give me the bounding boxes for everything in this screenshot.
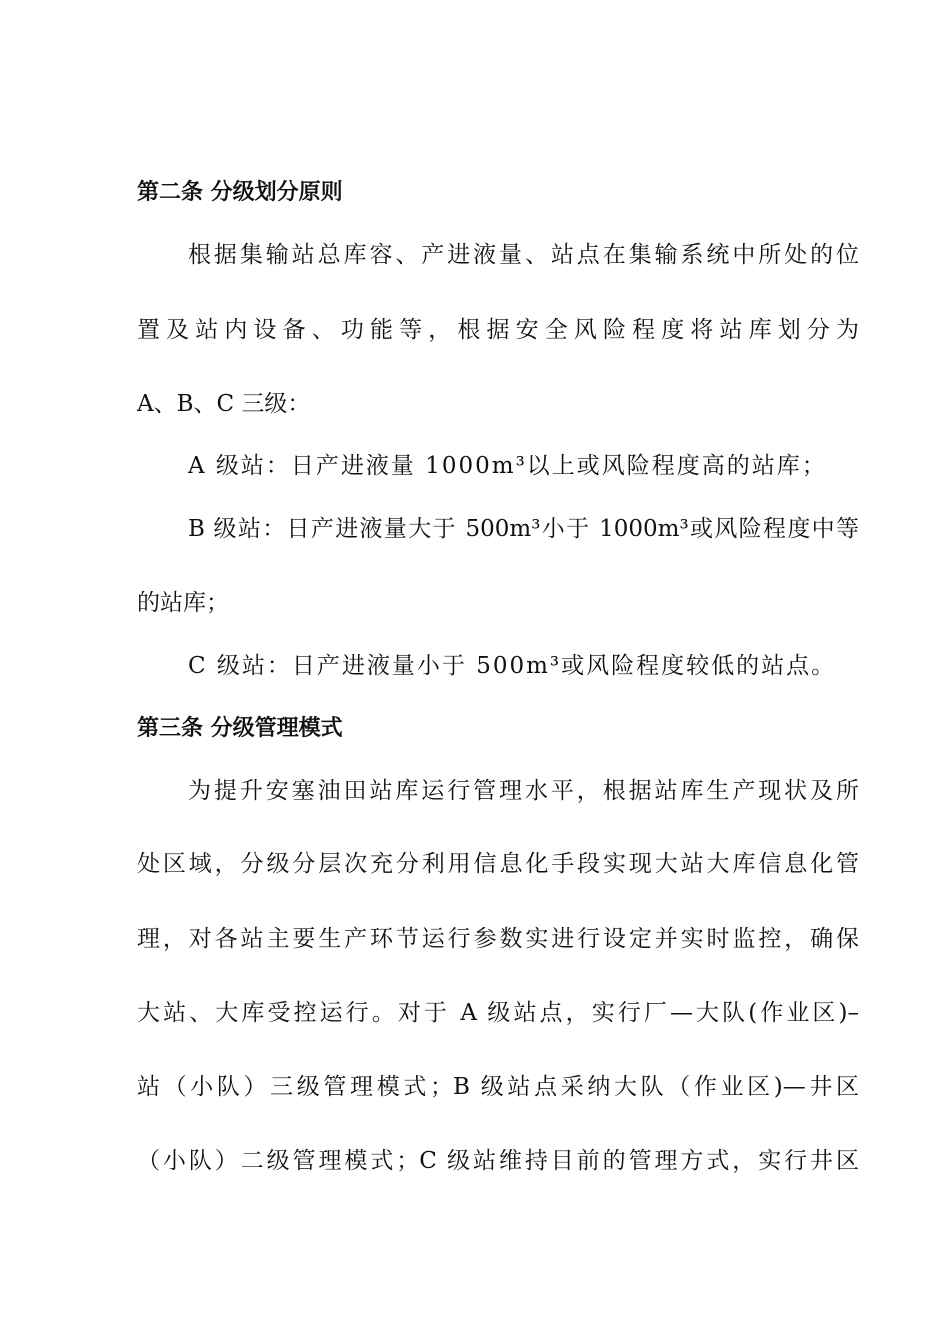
paragraph-line: 理，对各站主要生产环节运行参数实进行设定并实时监控，确保 <box>137 926 859 952</box>
list-item-c-station: C 级站：日产进液量小于 500m³或风险程度较低的站点。 <box>188 653 837 679</box>
list-item-b-station: B 级站：日产进液量大于 500m³小于 1000m³或风险程度中等 <box>188 516 859 542</box>
paragraph-line: 为提升安塞油田站库运行管理水平，根据站库生产现状及所 <box>188 778 859 804</box>
section-heading-article-3: 第三条 分级管理模式 <box>137 716 343 741</box>
paragraph-line: 处区域，分级分层次充分利用信息化手段实现大站大库信息化管 <box>137 851 859 877</box>
paragraph-line: 根据集输站总库容、产进液量、站点在集输系统中所处的位 <box>188 242 859 268</box>
paragraph-line: 大站、大库受控运行。对于 A 级站点，实行厂—大队(作业区)– <box>137 1000 859 1026</box>
paragraph-line: （小队）二级管理模式；C 级站维持目前的管理方式，实行井区 <box>137 1148 859 1174</box>
section-heading-article-2: 第二条 分级划分原则 <box>137 180 343 205</box>
paragraph-line: 的站库； <box>137 590 229 616</box>
list-item-a-station: A 级站：日产进液量 1000m³以上或风险程度高的站库； <box>188 453 827 479</box>
paragraph-line: A、B、C 三级： <box>137 391 311 417</box>
paragraph-line: 站（小队）三级管理模式；B 级站点采纳大队（作业区)—井区 <box>137 1074 859 1100</box>
paragraph-line: 置及站内设备、功能等，根据安全风险程度将站库划分为 <box>137 317 859 343</box>
